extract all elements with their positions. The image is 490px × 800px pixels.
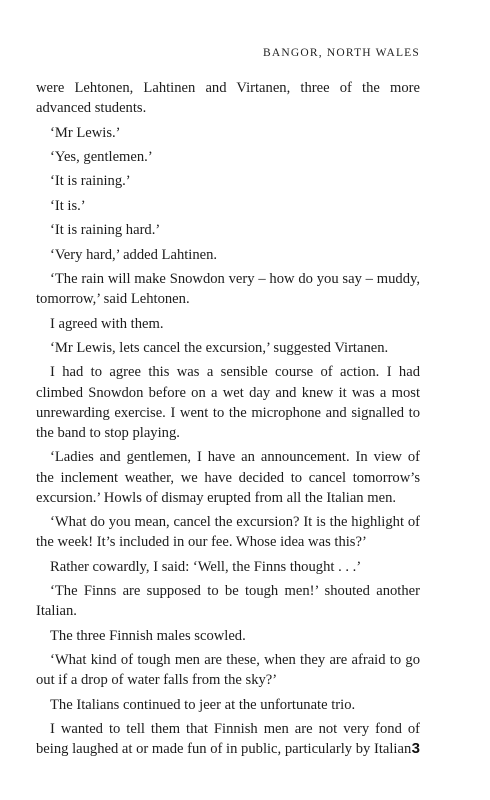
paragraph: ‘The rain will make Snowdon very – how do you say – muddy, tomorrow,’ said Lehtonen. [36,270,420,308]
paragraph: I agreed with them. [50,315,164,332]
paragraph: I wanted to tell them that Finnish men are not very fond of being laughed at or made fun of in public, particularly by Italian [36,721,420,758]
paragraph: were Lehtonen, Lahtinen and Virtanen, three of the more advanced students. [36,80,420,117]
body-text [36,78,420,764]
paragraph: The Italians continued to jeer at the unfortunate trio. [50,696,356,713]
paragraph: ‘It is.’ [50,197,86,214]
paragraph: ‘Ladies and gentlemen, I have an announcement. In view of the inclement weather, we have decided to cancel tomorrow’s excursion.’ Howls of dismay erupted from all the Italian men. [36,449,420,506]
paragraph: ‘Yes, gentlemen.’ [50,148,153,165]
paragraph: I had to agree this was a sensible course of action. I had climbed Snowdon before on a wet day and knew it was a most unrewarding exercise. I went to the microphone and signalled to the band to stop playing. [36,364,420,441]
paragraph: ‘Mr Lewis, lets cancel the excursion,’ suggested Virtanen. [50,339,389,356]
paragraph: ‘Very hard,’ added Lahtinen. [50,246,218,263]
paragraph: ‘What kind of tough men are these, when they are afraid to go out if a drop of water falls from the sky?’ [36,652,420,689]
paragraph: ‘It is raining hard.’ [50,222,161,239]
page-number: 3 [411,740,420,757]
paragraph: ‘The Finns are supposed to be tough men!’ shouted another Italian. [36,583,420,620]
paragraph: ‘It is raining.’ [50,173,131,190]
paragraph: ‘Mr Lewis.’ [50,124,121,141]
paragraph: The three Finnish males scowled. [50,627,246,644]
running-head: BANGOR, NORTH WALES [262,47,420,59]
paragraph: ‘What do you mean, cancel the excursion? It is the highlight of the week! It’s included in our fee. Whose idea was this?’ [36,514,420,551]
paragraph: Rather cowardly, I said: ‘Well, the Finns thought . . .’ [50,558,362,575]
